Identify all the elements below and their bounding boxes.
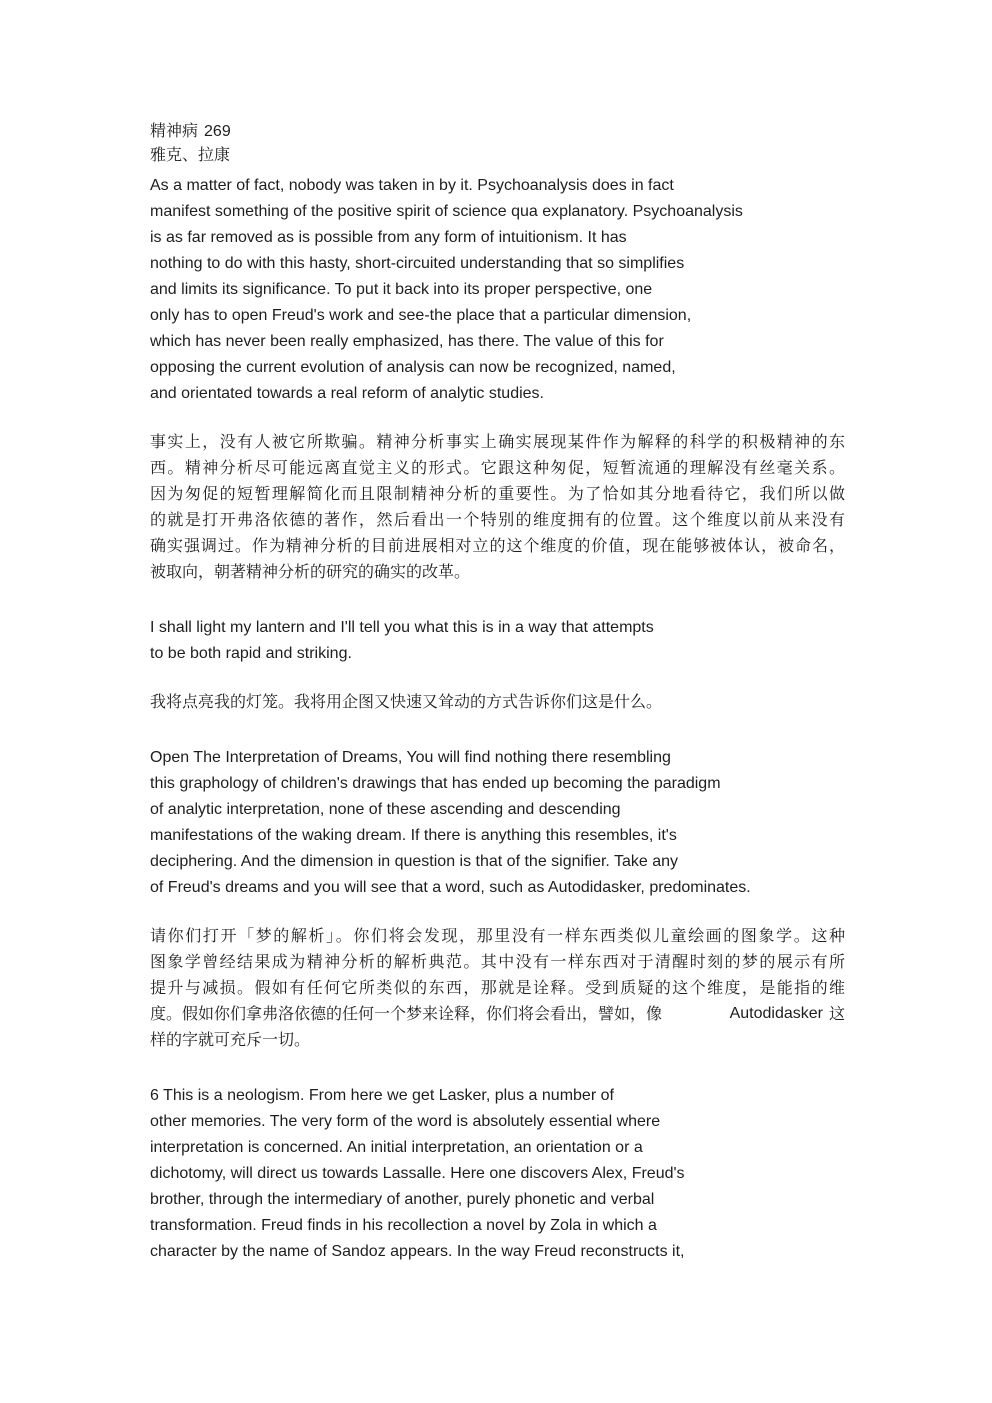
text-line: 提升与减损。假如有任何它所类似的东西，那就是诠释。受到质疑的这个维度，是能指的维	[150, 978, 845, 997]
text-line: of analytic interpretation, none of these ascending and descending	[150, 801, 621, 818]
text-line: 我将点亮我的灯笼。我将用企图又快速又耸动的方式告诉你们这是什么。	[150, 692, 663, 711]
paragraph-1-chinese	[150, 429, 845, 585]
text-line	[150, 1001, 845, 1027]
text-line: which has never been really emphasized, has there. The value of this for	[150, 333, 664, 350]
text-segment: 这	[828, 1004, 845, 1023]
chapter-title: 精神病	[150, 123, 199, 140]
text-line: 事实上，没有人被它所欺骗。精神分析事实上确实展现某件作为解释的科学的积极精神的东	[150, 432, 845, 451]
text-line: and limits its significance. To put it back into its proper perspective, one	[150, 281, 653, 298]
text-line: Open The Interpretation of Dreams, You will find nothing there resembling	[150, 749, 671, 766]
author-name: 雅克、拉康	[150, 147, 231, 164]
text-line: character by the name of Sandoz appears. In the way Freud reconstructs it,	[150, 1243, 685, 1260]
text-line: 样的字就可充斥一切。	[150, 1030, 311, 1049]
text-line: 的就是打开弗洛依德的著作，然后看出一个特别的维度拥有的位置。这个维度以前从来没有	[150, 510, 845, 529]
text-line: 因为匆促的短暂理解简化而且限制精神分析的重要性。为了恰如其分地看待它，我们所以做	[150, 484, 845, 503]
paragraph-2-chinese	[150, 689, 845, 715]
text-line: 西。精神分析尽可能远离直觉主义的形式。它跟这种匆促，短暂流通的理解没有丝毫关系。	[150, 458, 845, 477]
paragraph-1-english	[150, 173, 743, 407]
text-line: is as far removed as is possible from any form of intuitionism. It has	[150, 229, 627, 246]
text-line: opposing the current evolution of analysis can now be recognized, named,	[150, 359, 676, 376]
text-line: brother, through the intermediary of another, purely phonetic and verbal	[150, 1191, 655, 1208]
text-line: dichotomy, will direct us towards Lassalle. Here one discovers Alex, Freud's	[150, 1165, 685, 1182]
text-line: and orientated towards a real reform of analytic studies.	[150, 385, 544, 402]
text-line: of Freud's dreams and you will see that a word, such as Autodidasker, predominates.	[150, 879, 751, 896]
text-line: manifestations of the waking dream. If there is anything this resembles, it's	[150, 827, 677, 844]
page-header	[150, 120, 231, 168]
text-line: deciphering. And the dimension in question is that of the signifier. Take any	[150, 853, 679, 870]
text-line: this graphology of children's drawings that has ended up becoming the paradigm	[150, 775, 721, 792]
text-line: 请你们打开「梦的解析」。你们将会发现，那里没有一样东西类似儿童绘画的图象学。这种	[150, 926, 845, 945]
paragraph-2-english	[150, 615, 654, 667]
text-line: 6 This is a neologism. From here we get Lasker, plus a number of	[150, 1087, 614, 1104]
paragraph-3-english	[150, 745, 751, 901]
text-line: manifest something of the positive spirit of science qua explanatory. Psychoanalysis	[150, 203, 743, 220]
text-line: nothing to do with this hasty, short-circuited understanding that so simplifies	[150, 255, 685, 272]
text-line: interpretation is concerned. An initial interpretation, an orientation or a	[150, 1139, 643, 1156]
paragraph-4-english	[150, 1083, 685, 1265]
text-line: As a matter of fact, nobody was taken in by it. Psychoanalysis does in fact	[150, 177, 674, 194]
text-line: 被取向，朝著精神分析的研究的确实的改革。	[150, 562, 471, 581]
text-line: I shall light my lantern and I'll tell you what this is in a way that attempts	[150, 619, 654, 636]
page-number: 269	[204, 123, 231, 140]
text-segment: 度。假如你们拿弗洛依德的任何一个梦来诠释，你们将会看出，譬如，像	[150, 1004, 663, 1023]
highlighted-word: Autodidasker	[729, 1005, 823, 1022]
paragraph-3-chinese	[150, 923, 845, 1053]
text-line: only has to open Freud's work and see-the place that a particular dimension,	[150, 307, 692, 324]
text-line: 确实强调过。作为精神分析的目前进展相对立的这个维度的价值，现在能够被体认，被命名，	[150, 536, 845, 555]
text-line: transformation. Freud finds in his recollection a novel by Zola in which a	[150, 1217, 657, 1234]
text-line: to be both rapid and striking.	[150, 645, 352, 662]
text-line: 图象学曾经结果成为精神分析的解析典范。其中没有一样东西对于清醒时刻的梦的展示有所	[150, 952, 845, 971]
text-line: other memories. The very form of the word is absolutely essential where	[150, 1113, 661, 1130]
